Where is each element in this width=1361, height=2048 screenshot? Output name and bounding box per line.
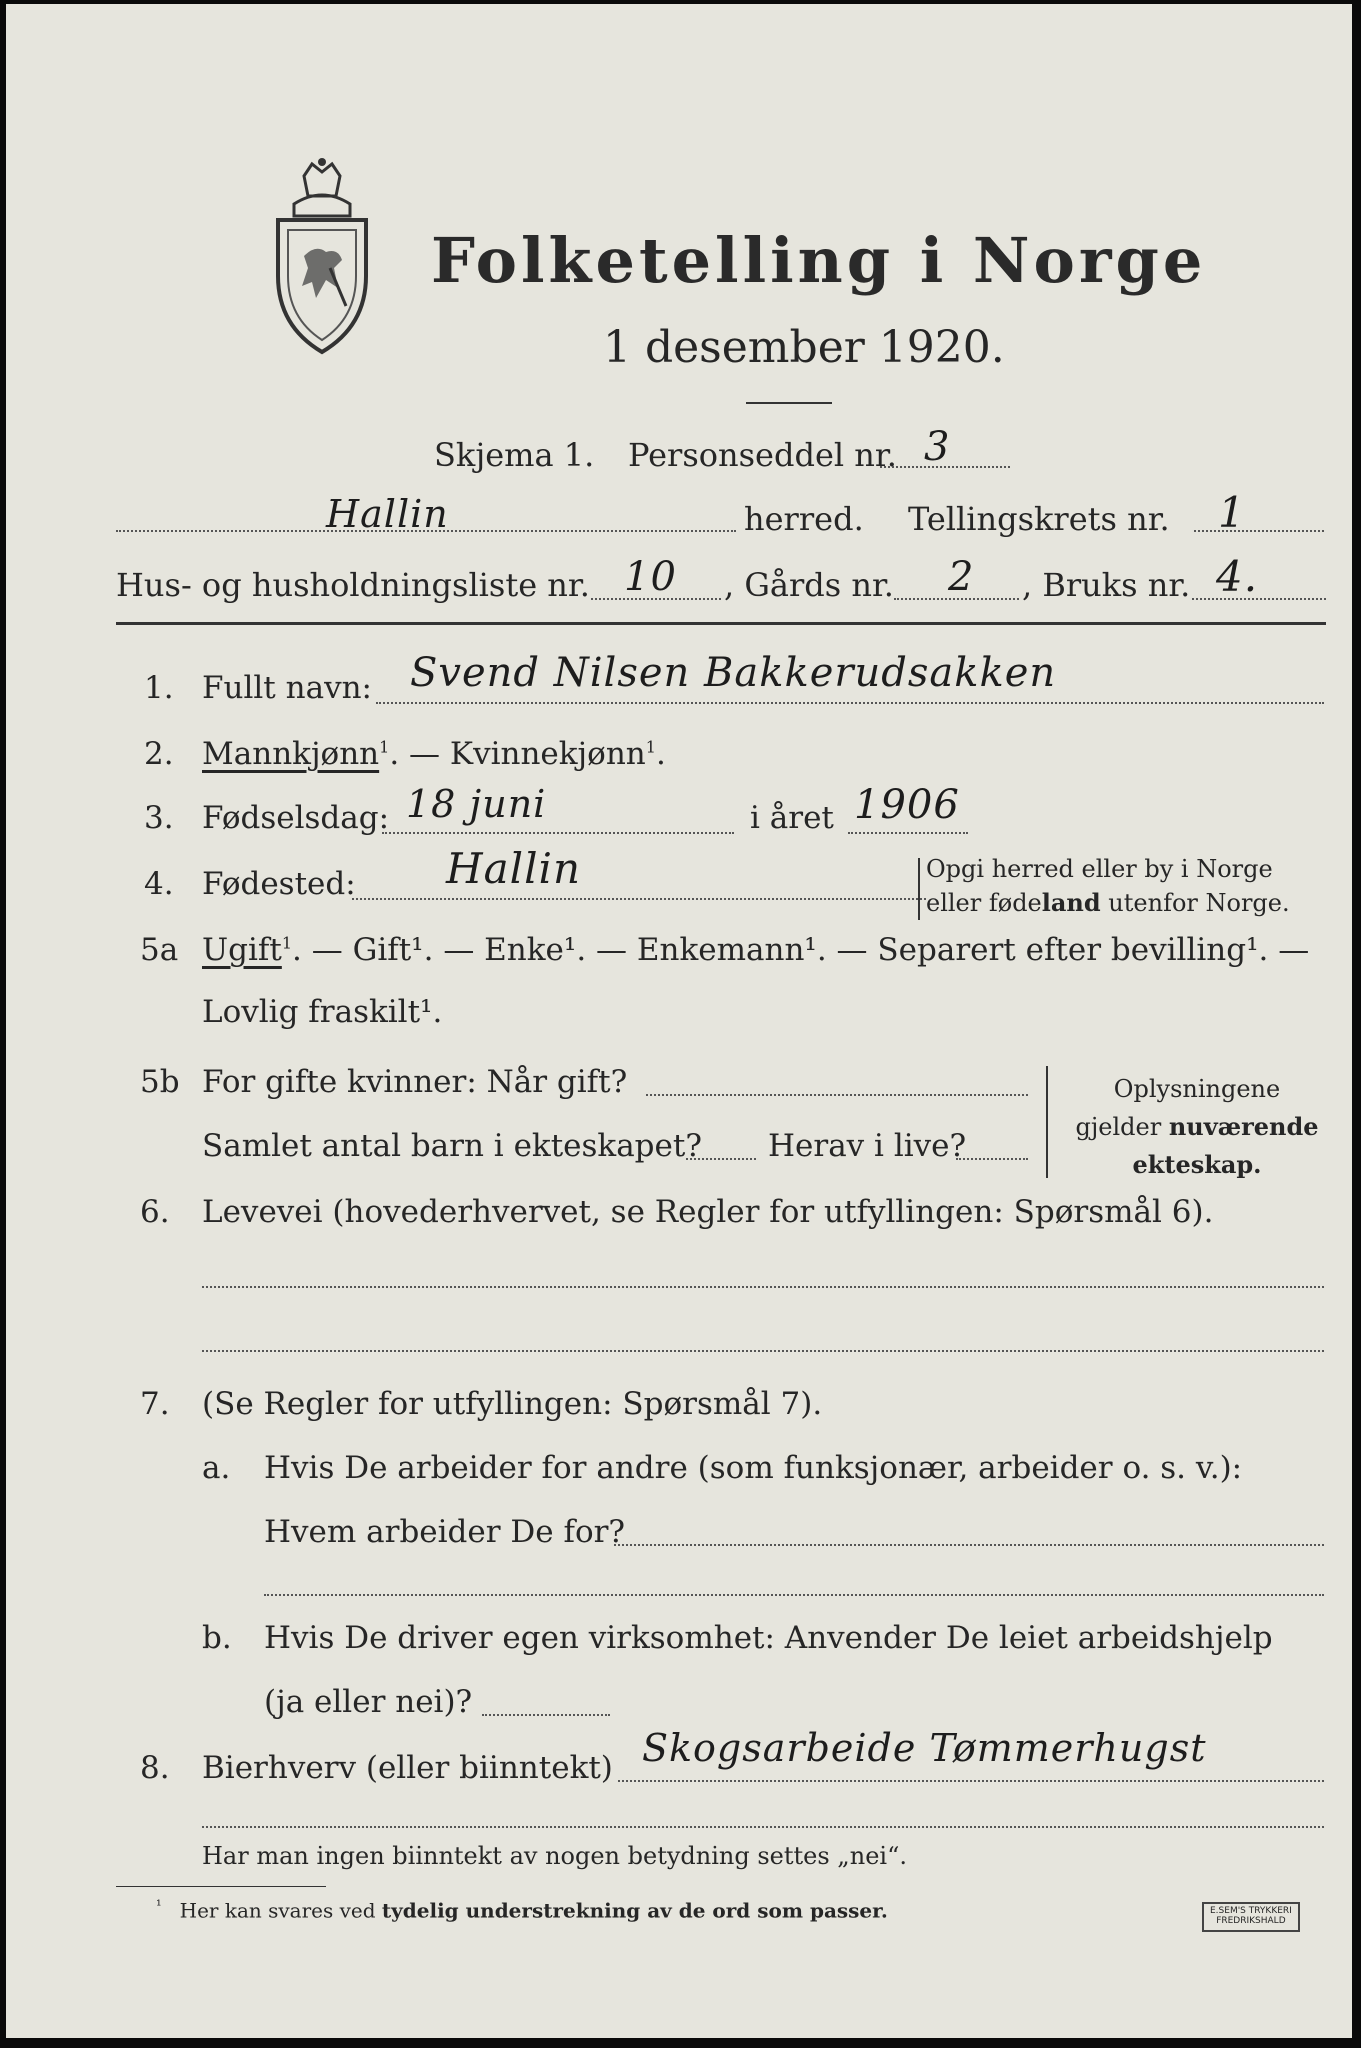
footnote — [156, 1898, 888, 1923]
bruks-value[interactable]: 4. — [1216, 552, 1259, 601]
q5b-number: 5b — [140, 1064, 180, 1100]
side-income-value[interactable]: Skogsarbeide Tømmerhugst — [642, 1726, 1207, 1770]
footnote-divider — [116, 1886, 326, 1887]
census-form-page — [6, 4, 1352, 2038]
q4-note-line2: eller fødeland utenfor Norge. — [926, 888, 1290, 917]
footnote-text: Her kan svares ved — [179, 1898, 382, 1923]
q4-number: 4. — [144, 866, 174, 902]
q5b-note — [1062, 1070, 1332, 1184]
q7a-line2: Hvem arbeider De for? — [264, 1514, 626, 1550]
title-divider — [746, 402, 832, 404]
q7a-line1: Hvis De arbeider for andre (som funksjonær, arbeider o. s. v.): — [264, 1450, 1243, 1486]
q7a-letter: a. — [202, 1450, 231, 1486]
q7b-line1: Hvis De driver egen virksomhet: Anvender De leiet arbeidshjelp — [264, 1620, 1273, 1656]
q1-label: Fullt navn: — [202, 670, 372, 706]
gards-label: , Gårds nr. — [724, 566, 894, 604]
page-title: Folketelling i Norge — [431, 224, 1207, 297]
q8-note: Har man ingen biinntekt av nogen betydning settes „nei“. — [202, 1842, 907, 1870]
q1-line — [376, 702, 1324, 704]
q5b-bracket — [1046, 1066, 1056, 1178]
q5b-alive-label: Herav i live? — [768, 1128, 967, 1164]
q7b-line-fill — [482, 1714, 610, 1716]
personseddel-label: Personseddel nr. — [628, 436, 897, 474]
gards-value[interactable]: 2 — [948, 554, 975, 600]
q5b-married-line — [646, 1094, 1028, 1096]
q6-line1 — [202, 1286, 1324, 1288]
coat-of-arms-icon — [264, 156, 380, 356]
full-name-value[interactable]: Svend Nilsen Bakkerudsakken — [410, 650, 1057, 696]
schema-label: Skjema 1. — [434, 436, 595, 474]
q5a-line2: Lovlig fraskilt¹. — [202, 994, 443, 1030]
q5a-options: Ugift$^1$. — Gift¹. — Enke¹. — Enkemann¹. — Separert efter bevilling¹. — — [202, 932, 1310, 968]
tellingskrets-value[interactable]: 1 — [1218, 488, 1246, 537]
q5a-number: 5a — [140, 932, 179, 968]
q8-line2 — [202, 1826, 1324, 1828]
q3-number: 3. — [144, 800, 174, 836]
q2-female-option[interactable]: Kvinnekjønn — [449, 736, 646, 772]
birthplace-value[interactable]: Hallin — [446, 844, 582, 893]
q3-year-label: i året — [750, 800, 834, 836]
q2-number: 2. — [144, 736, 174, 772]
q7a-line-fill2 — [264, 1594, 1324, 1596]
tellingskrets-label: Tellingskrets nr. — [908, 500, 1170, 538]
household-list-value[interactable]: 10 — [624, 554, 677, 600]
herred-label: herred. — [744, 500, 864, 538]
header-divider — [116, 622, 1326, 625]
q3-label: Fødselsdag: — [202, 800, 390, 836]
tellingskrets-line — [1194, 530, 1324, 532]
q4-note — [926, 852, 1290, 920]
q5b-note-line2: gjelder nuværende — [1075, 1112, 1319, 1141]
bruks-label: , Bruks nr. — [1022, 566, 1191, 604]
q5b-children-line — [686, 1158, 756, 1160]
q8-line — [618, 1780, 1324, 1782]
household-list-label: Hus- og husholdningsliste nr. — [116, 566, 590, 604]
birth-year-value[interactable]: 1906 — [854, 782, 960, 828]
q5b-note-line3: ekteskap. — [1132, 1150, 1262, 1179]
census-date: 1 desember 1920. — [603, 322, 1005, 373]
q2-male-option[interactable]: Mannkjønn — [202, 736, 380, 772]
q7b-letter: b. — [202, 1620, 232, 1656]
q2-options: Mannkjønn$^1$. — Kvinnekjønn$^1$. — [202, 736, 666, 772]
q4-line — [352, 898, 926, 900]
q6-number: 6. — [140, 1194, 170, 1230]
q5b-line1: For gifte kvinner: Når gift? — [202, 1064, 628, 1100]
q4-label: Fødested: — [202, 866, 356, 902]
q7-number: 7. — [140, 1386, 170, 1422]
birthday-value[interactable]: 18 juni — [406, 782, 547, 826]
q8-label: Bierhverv (eller biinntekt) — [202, 1750, 613, 1786]
q3-line — [382, 832, 734, 834]
q4-note-bracket — [918, 858, 926, 920]
q7a-line-fill1 — [614, 1544, 1324, 1546]
q1-number: 1. — [144, 670, 174, 706]
footnote-mark: ¹ — [156, 1898, 162, 1914]
q4-note-line1: Opgi herred eller by i Norge — [926, 855, 1273, 883]
footnote-text-bold: tydelig understrekning av de ord som passer. — [381, 1898, 888, 1923]
q7-label: (Se Regler for utfyllingen: Spørsmål 7). — [202, 1386, 823, 1422]
q5b-children-label: Samlet antal barn i ekteskapet? — [202, 1128, 702, 1164]
personseddel-value[interactable]: 3 — [924, 424, 951, 470]
q5b-note-line1: Oplysningene — [1113, 1075, 1281, 1103]
herred-value[interactable]: Hallin — [326, 492, 449, 536]
q6-line2 — [202, 1350, 1324, 1352]
q8-number: 8. — [140, 1750, 170, 1786]
q6-label: Levevei (hovederhvervet, se Regler for utfyllingen: Spørsmål 6). — [202, 1194, 1214, 1230]
bruks-line — [1192, 598, 1326, 600]
q5a-other-options: . — Gift¹. — Enke¹. — Enkemann¹. — Separert efter bevilling¹. — — [292, 932, 1310, 968]
q5b-alive-line — [956, 1158, 1028, 1160]
printer-stamp: E.SEM'S TRYKKERI FREDRIKSHALD — [1202, 1902, 1300, 1932]
q7b-line2: (ja eller nei)? — [264, 1684, 473, 1720]
q2-separator: . — — [389, 736, 450, 772]
q3-year-line — [848, 832, 968, 834]
q5a-ugift-option[interactable]: Ugift — [202, 932, 282, 968]
